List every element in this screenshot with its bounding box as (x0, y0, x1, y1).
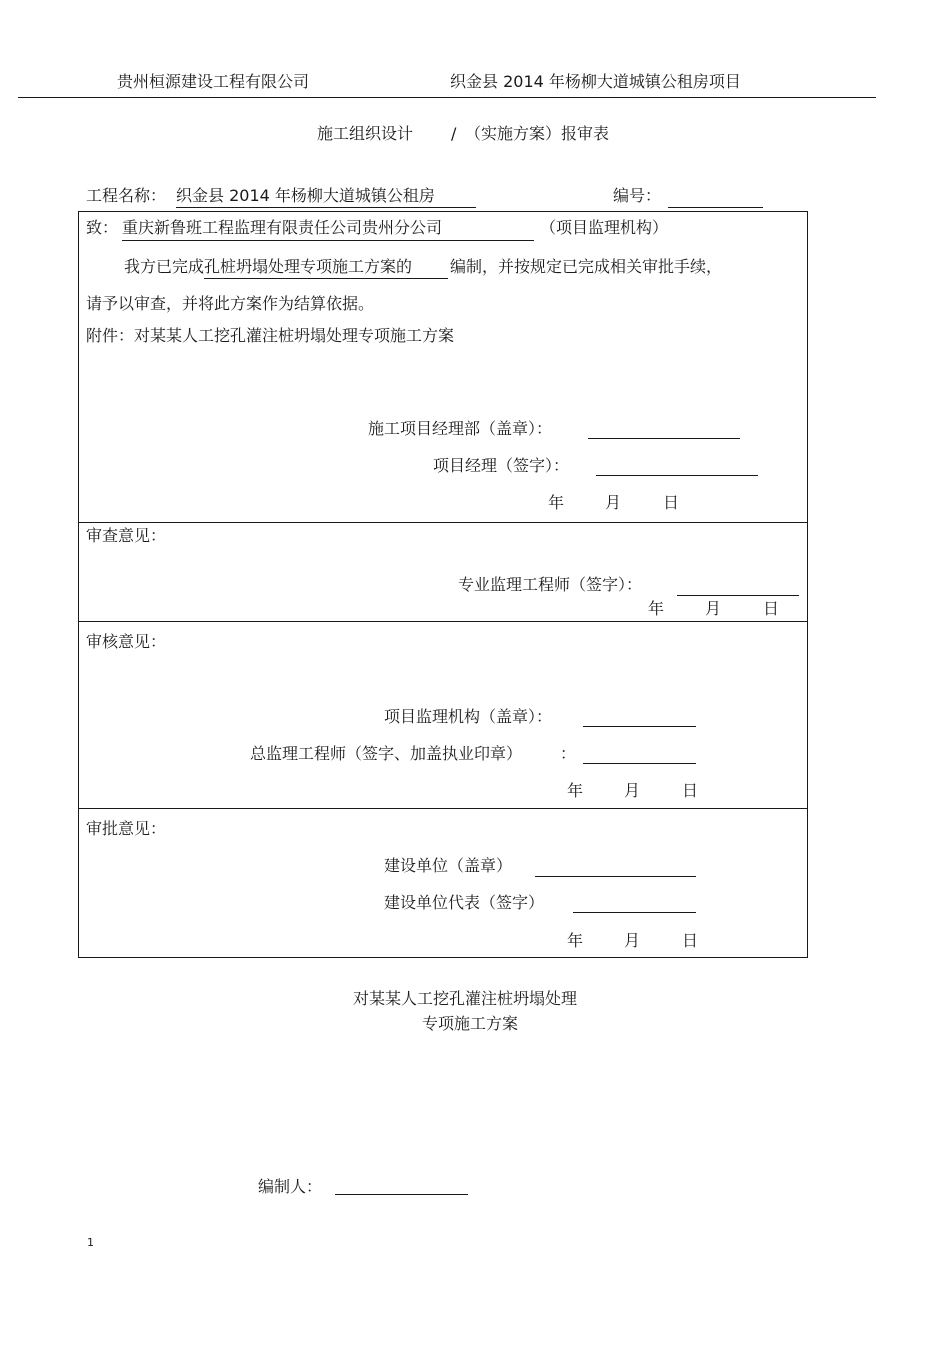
dept-seal-field[interactable] (588, 438, 740, 439)
date-day: 日 (682, 781, 699, 800)
date-day: 日 (763, 599, 780, 618)
header-rule (18, 97, 876, 98)
author-field[interactable] (335, 1194, 468, 1195)
org-seal-field[interactable] (583, 726, 696, 727)
project-name-underline (176, 207, 476, 208)
engineer-sign-label: 专业监理工程师（签字）： (458, 575, 643, 594)
date-day: 日 (682, 931, 699, 950)
form-title-part1: 施工组织设计 (317, 124, 414, 143)
form-title-part2: （实施方案）报审表 (465, 124, 610, 143)
project-name: 织金县 2014 年杨柳大道城镇公租房 (176, 186, 435, 205)
header-company: 贵州桓源建设工程有限公司 (117, 72, 310, 91)
unit-rep-field[interactable] (573, 912, 696, 913)
body-line2: 请予以审查，并将此方案作为结算依据。 (86, 294, 375, 313)
to-label: 致： (86, 218, 119, 237)
project-label: 工程名称： (86, 186, 167, 205)
pm-sign-label: 项目经理（签字）： (433, 456, 570, 475)
number-label: 编号： (613, 186, 662, 205)
cover-title-line1: 对某某人工挖孔灌注桩坍塌处理 (352, 989, 577, 1008)
cover-title-line2: 专项施工方案 (421, 1014, 518, 1033)
row-divider-1 (78, 522, 808, 523)
chief-sign-colon: ： (560, 744, 577, 763)
body-underline (204, 278, 448, 279)
to-suffix: （项目监理机构） (540, 218, 669, 237)
header-project: 织金县 2014 年杨柳大道城镇公租房项目 (450, 72, 741, 91)
engineer-sign-field[interactable] (677, 595, 799, 596)
row-divider-3 (78, 808, 808, 809)
unit-rep-label: 建设单位代表（签字） (384, 893, 545, 912)
to-org: 重庆新鲁班工程监理有限责任公司贵州分公司 (122, 218, 443, 237)
body-underlined: 孔桩坍塌处理专项施工方案的 (204, 257, 413, 276)
unit-seal-field[interactable] (535, 876, 696, 877)
dept-seal-label: 施工项目经理部（盖章）： (368, 419, 553, 438)
page-number: 1 (87, 1236, 94, 1249)
chief-sign-field[interactable] (583, 763, 696, 764)
number-field[interactable] (668, 207, 763, 208)
date-year: 年 (567, 931, 584, 950)
form-title-separator: / (451, 124, 457, 143)
body-suffix: 编制，并按规定已完成相关审批手续， (450, 257, 723, 276)
date-month: 月 (705, 599, 722, 618)
review-label: 审查意见： (86, 526, 167, 545)
date-day: 日 (663, 493, 680, 512)
unit-seal-label: 建设单位（盖章） (384, 856, 513, 875)
author-label: 编制人： (258, 1177, 323, 1196)
date-month: 月 (624, 781, 641, 800)
approval-table (78, 211, 808, 958)
date-month: 月 (605, 493, 622, 512)
date-month: 月 (624, 931, 641, 950)
chief-sign-label: 总监理工程师（签字、加盖执业印章） (250, 744, 523, 763)
org-seal-label: 项目监理机构（盖章）： (384, 707, 553, 726)
to-org-underline (122, 240, 534, 241)
date-year: 年 (648, 599, 665, 618)
row-divider-2 (78, 621, 808, 622)
date-year: 年 (567, 781, 584, 800)
approval-label: 审批意见： (86, 819, 167, 838)
date-year: 年 (548, 493, 565, 512)
audit-label: 审核意见： (86, 632, 167, 651)
attachment: 附件：对某某人工挖孔灌注桩坍塌处理专项施工方案 (86, 326, 455, 345)
body-prefix: 我方已完成 (124, 257, 205, 276)
pm-sign-field[interactable] (596, 475, 758, 476)
